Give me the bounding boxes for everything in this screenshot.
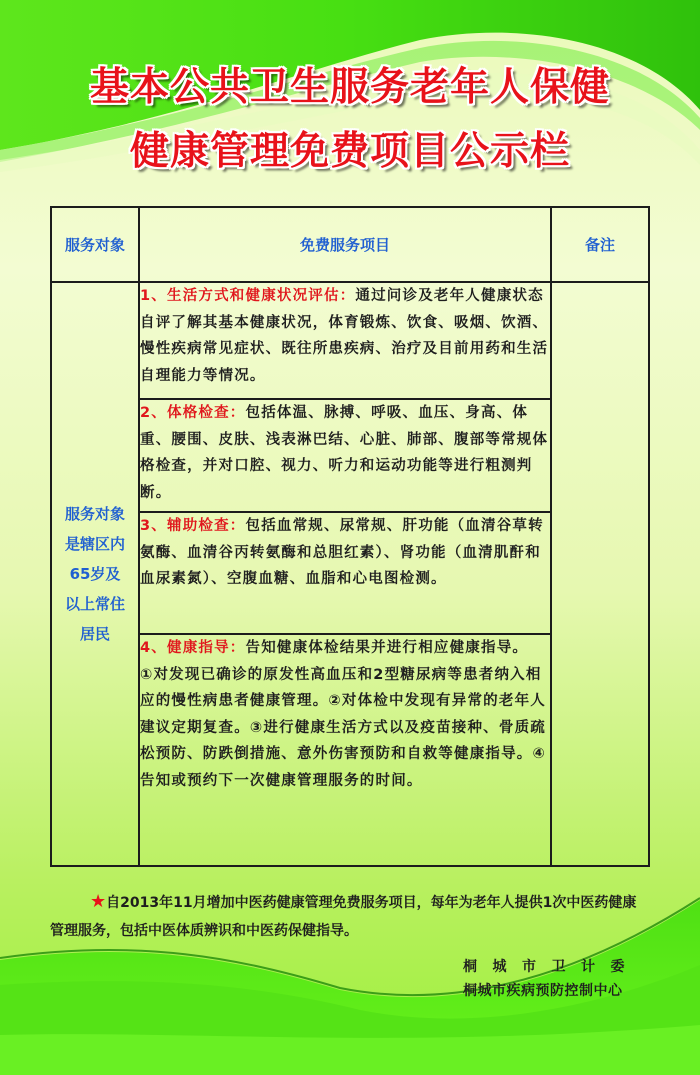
footnote-text: 自2013年11月增加中医药健康管理免费服务项目，每年为老年人提供1次中医药健康管理服务，包括中医体质辨识和中医药保健指导。 (50, 895, 637, 939)
table-header-row (51, 207, 649, 282)
item-body: 告知健康体检结果并进行相应健康指导。 (245, 640, 529, 656)
signature-org1: 桐城市卫计委 (463, 959, 640, 975)
subject-line: 是辖区内 (64, 535, 125, 553)
service-item-1 (139, 282, 551, 399)
item-body: 包括血常规、尿常规、肝功能（血清谷草转氨酶、血清谷丙转氨酶和总胆红素）、肾功能（血清肌酐和血尿素氮）、空腹血糖、血脂和心电图检测。 (140, 518, 544, 587)
item-heading: 1、生活方式和健康状况评估： (140, 288, 356, 304)
footnote (50, 888, 650, 945)
item-body: 通过问诊及老年人健康状态自评了解其基本健康状况，体育锻炼、饮食、吸烟、饮酒、慢性疾病常见症状、既往所患疾病、治疗及目前用药和生活自理能力等情况。 (140, 288, 549, 384)
subject-line: 65岁及 (69, 565, 121, 583)
service-item-4 (139, 634, 551, 866)
subject-line: 以上常住 (64, 595, 125, 613)
item-heading: 3、辅助检查： (140, 518, 246, 534)
service-item-3 (139, 512, 551, 634)
remarks-cell (551, 282, 649, 866)
service-item-2 (139, 399, 551, 512)
header-remarks: 备注 (551, 207, 649, 282)
item-heading: 4、健康指导： (140, 640, 246, 656)
services-table (50, 206, 650, 867)
star-icon: ★ (90, 891, 107, 912)
header-free-services: 免费服务项目 (139, 207, 551, 282)
signature-org2: 桐城市疾病预防控制中心 (463, 983, 623, 999)
page-title-line2: 健康管理免费项目公示栏 (129, 129, 570, 174)
item-body-detail: ①对发现已确诊的原发性高血压和2型糖尿病等患者纳入相应的慢性病患者健康管理。②对体检中发现有异常的老年人建议定期复查。③进行健康生活方式以及疫苗接种、骨质疏松预防、防跌倒措施、意外伤害预防和自救等健康指导。④告知或预约下一次健康管理服务的时间。 (140, 666, 546, 789)
service-target-cell (51, 282, 139, 866)
header-service-target: 服务对象 (51, 207, 139, 282)
subject-line: 服务对象 (64, 505, 125, 523)
table-row (51, 282, 649, 399)
page-title-line1: 基本公共卫生服务老年人保健 (89, 65, 610, 110)
subject-line: 居民 (79, 625, 110, 643)
item-body: 包括体温、脉搏、呼吸、血压、身高、体重、腰围、皮肤、浅表淋巴结、心脏、肺部、腹部等常规体格检查，并对口腔、视力、听力和运动功能等进行粗测判断。 (140, 405, 549, 501)
item-heading: 2、体格检查： (140, 405, 246, 421)
